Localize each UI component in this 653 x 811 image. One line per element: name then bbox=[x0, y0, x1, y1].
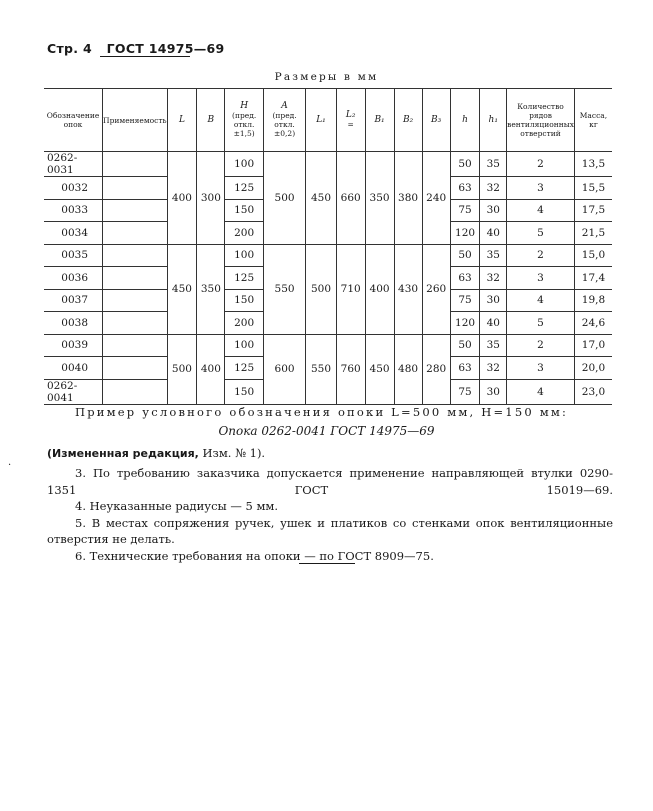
example-code: Опока 0262-0041 ГОСТ 14975—69 bbox=[218, 424, 435, 438]
column-header-label: Применяемость bbox=[103, 115, 167, 125]
cell-mass: 15,5 bbox=[574, 177, 612, 200]
cell-b2: 380 bbox=[394, 152, 422, 245]
cell-l1: 500 bbox=[306, 244, 336, 334]
column-header-label: L bbox=[178, 114, 185, 125]
cell-h-height: 100 bbox=[225, 244, 263, 267]
cell-b: 400 bbox=[197, 334, 225, 404]
cell-mass: 21,5 bbox=[574, 222, 612, 245]
units-caption: Размеры в мм bbox=[274, 71, 379, 83]
cell-b2: 480 bbox=[394, 334, 422, 404]
cell-designation: 0262-0041 bbox=[44, 379, 103, 404]
cell-vent-rows: 5 bbox=[507, 222, 575, 245]
cell-designation: 0262-0031 bbox=[44, 152, 103, 177]
cell-l2: 760 bbox=[336, 334, 365, 404]
column-header-tolerance: (пред. откл. ±0,2) bbox=[272, 111, 297, 138]
column-header-tolerance: = bbox=[347, 120, 354, 129]
cell-h1: 35 bbox=[480, 334, 507, 357]
cell-h: 120 bbox=[450, 222, 480, 245]
column-header-label: Обозначение опок bbox=[46, 111, 100, 129]
cell-b: 350 bbox=[197, 244, 225, 334]
cell-designation: 0032 bbox=[44, 177, 103, 200]
table-row bbox=[44, 244, 612, 267]
column-header-b3 bbox=[422, 89, 450, 152]
cell-mass: 19,8 bbox=[574, 289, 612, 312]
note-4: 4. Неуказанные радиусы — 5 мм. bbox=[75, 499, 278, 513]
cell-h: 75 bbox=[450, 289, 480, 312]
amendment-rest: Изм. № 1). bbox=[198, 446, 266, 460]
cell-application bbox=[103, 199, 168, 222]
cell-h1: 40 bbox=[480, 312, 507, 335]
column-header-b2 bbox=[394, 89, 422, 152]
cell-vent-rows: 2 bbox=[507, 244, 575, 267]
note-3: 3. По требованию заказчика допускается применение направляющей втулки 0290-1351 ГОСТ 15019—69. bbox=[47, 466, 613, 497]
column-header-h bbox=[225, 89, 263, 152]
column-header-application bbox=[103, 89, 168, 152]
cell-application bbox=[103, 177, 168, 200]
cell-application bbox=[103, 267, 168, 290]
cell-a: 500 bbox=[263, 152, 305, 245]
column-header-label: B₂ bbox=[402, 114, 414, 125]
cell-b3: 240 bbox=[422, 152, 450, 245]
cell-a: 600 bbox=[263, 334, 305, 404]
note-5: 5. В местах сопряжения ручек, ушек и платиков со стенками опок вентиляционные отверстия не делать. bbox=[47, 515, 613, 546]
column-header-label: A bbox=[281, 101, 288, 111]
cell-l1: 450 bbox=[306, 152, 336, 245]
note-6: 6. Технические требования на опоки — по ГОСТ 8909—75. bbox=[75, 548, 434, 563]
column-header-label: L₁ bbox=[316, 114, 326, 125]
column-header-label: h₁ bbox=[488, 114, 498, 125]
cell-designation: 0036 bbox=[44, 267, 103, 290]
cell-vent-rows: 3 bbox=[507, 177, 575, 200]
column-header-label: H bbox=[240, 101, 249, 111]
cell-vent-rows: 4 bbox=[507, 289, 575, 312]
cell-mass: 13,5 bbox=[574, 152, 612, 177]
cell-mass: 17,5 bbox=[574, 199, 612, 222]
cell-application bbox=[103, 357, 168, 380]
cell-l2: 710 bbox=[336, 244, 365, 334]
column-header-h1 bbox=[480, 89, 507, 152]
cell-h-height: 150 bbox=[225, 199, 263, 222]
cell-application bbox=[103, 222, 168, 245]
cell-h: 50 bbox=[450, 244, 480, 267]
column-header-label: B₃ bbox=[431, 114, 442, 125]
page-number: Стр. 4 bbox=[47, 41, 92, 56]
cell-mass: 24,6 bbox=[574, 312, 612, 335]
cell-h-height: 200 bbox=[225, 312, 263, 335]
standard-number: ГОСТ 14975—69 bbox=[106, 41, 225, 56]
cell-vent-rows: 4 bbox=[507, 199, 575, 222]
cell-h: 63 bbox=[450, 177, 480, 200]
notes-list bbox=[47, 465, 613, 564]
table-header-row bbox=[44, 89, 612, 152]
cell-designation: 0037 bbox=[44, 289, 103, 312]
end-rule bbox=[299, 563, 355, 564]
cell-h: 75 bbox=[450, 199, 480, 222]
column-header-l bbox=[167, 89, 197, 152]
cell-designation: 0034 bbox=[44, 222, 103, 245]
cell-b1: 400 bbox=[365, 244, 394, 334]
cell-b2: 430 bbox=[394, 244, 422, 334]
cell-h1: 35 bbox=[480, 244, 507, 267]
cell-h: 50 bbox=[450, 334, 480, 357]
cell-h-height: 125 bbox=[225, 267, 263, 290]
page-header bbox=[47, 41, 225, 56]
column-header-label: B₁ bbox=[374, 114, 385, 125]
cell-b1: 450 bbox=[365, 334, 394, 404]
cell-vent-rows: 2 bbox=[507, 334, 575, 357]
cell-vent-rows: 5 bbox=[507, 312, 575, 335]
cell-designation: 0038 bbox=[44, 312, 103, 335]
cell-b: 300 bbox=[197, 152, 225, 245]
cell-h-height: 125 bbox=[225, 177, 263, 200]
cell-l: 400 bbox=[167, 152, 197, 245]
column-header-label: B bbox=[207, 114, 215, 125]
cell-b3: 280 bbox=[422, 334, 450, 404]
cell-h1: 30 bbox=[480, 379, 507, 404]
column-header-l2 bbox=[336, 89, 365, 152]
column-header-b1 bbox=[365, 89, 394, 152]
cell-h1: 32 bbox=[480, 267, 507, 290]
cell-l: 500 bbox=[167, 334, 197, 404]
cell-vent-rows: 3 bbox=[507, 267, 575, 290]
cell-vent-rows: 2 bbox=[507, 152, 575, 177]
header-underline bbox=[100, 56, 190, 57]
cell-mass: 20,0 bbox=[574, 357, 612, 380]
margin-mark: . bbox=[8, 457, 12, 468]
cell-application bbox=[103, 244, 168, 267]
cell-h: 75 bbox=[450, 379, 480, 404]
cell-l1: 550 bbox=[306, 334, 336, 404]
cell-application bbox=[103, 152, 168, 177]
cell-designation: 0039 bbox=[44, 334, 103, 357]
column-header-tolerance: (пред. откл. ±1,5) bbox=[232, 111, 257, 138]
cell-h1: 32 bbox=[480, 177, 507, 200]
cell-l: 450 bbox=[167, 244, 197, 334]
cell-h: 63 bbox=[450, 267, 480, 290]
cell-h1: 30 bbox=[480, 199, 507, 222]
amendment-bold: (Измененная редакция, bbox=[47, 447, 199, 460]
column-header-label: h bbox=[462, 114, 468, 125]
cell-h: 120 bbox=[450, 312, 480, 335]
table-row bbox=[44, 152, 612, 177]
column-header-b bbox=[197, 89, 225, 152]
cell-h: 50 bbox=[450, 152, 480, 177]
cell-h1: 35 bbox=[480, 152, 507, 177]
amendment-note bbox=[47, 446, 265, 460]
cell-h: 63 bbox=[450, 357, 480, 380]
cell-designation: 0040 bbox=[44, 357, 103, 380]
cell-h-height: 100 bbox=[225, 152, 263, 177]
column-header-mass bbox=[574, 89, 612, 152]
cell-h-height: 200 bbox=[225, 222, 263, 245]
column-header-a bbox=[263, 89, 305, 152]
cell-h1: 30 bbox=[480, 289, 507, 312]
cell-a: 550 bbox=[263, 244, 305, 334]
cell-vent-rows: 4 bbox=[507, 379, 575, 404]
cell-h1: 40 bbox=[480, 222, 507, 245]
cell-h-height: 150 bbox=[225, 289, 263, 312]
column-header-label: Количество рядов вентиляционных отверстий bbox=[507, 102, 574, 138]
cell-vent-rows: 3 bbox=[507, 357, 575, 380]
cell-mass: 15,0 bbox=[574, 244, 612, 267]
cell-b1: 350 bbox=[365, 152, 394, 245]
cell-h-height: 125 bbox=[225, 357, 263, 380]
column-header-designation bbox=[44, 89, 103, 152]
cell-designation: 0033 bbox=[44, 199, 103, 222]
cell-h1: 32 bbox=[480, 357, 507, 380]
example-label: Пример условного обозначения опоки L=500 мм, H=150 мм: bbox=[75, 405, 569, 419]
cell-mass: 17,0 bbox=[574, 334, 612, 357]
cell-designation: 0035 bbox=[44, 244, 103, 267]
column-header-h bbox=[450, 89, 480, 152]
table-body bbox=[44, 152, 612, 405]
table-row bbox=[44, 334, 612, 357]
cell-application bbox=[103, 312, 168, 335]
cell-l2: 660 bbox=[336, 152, 365, 245]
cell-mass: 17,4 bbox=[574, 267, 612, 290]
column-header-l1 bbox=[306, 89, 336, 152]
cell-h-height: 100 bbox=[225, 334, 263, 357]
cell-application bbox=[103, 289, 168, 312]
cell-application bbox=[103, 334, 168, 357]
cell-application bbox=[103, 379, 168, 404]
column-header-rows bbox=[507, 89, 575, 152]
column-header-label: L₂ bbox=[345, 110, 356, 120]
column-header-label: Масса, кг bbox=[579, 111, 608, 129]
dimensions-table bbox=[44, 88, 612, 405]
cell-mass: 23,0 bbox=[574, 379, 612, 404]
cell-h-height: 150 bbox=[225, 379, 263, 404]
cell-b3: 260 bbox=[422, 244, 450, 334]
